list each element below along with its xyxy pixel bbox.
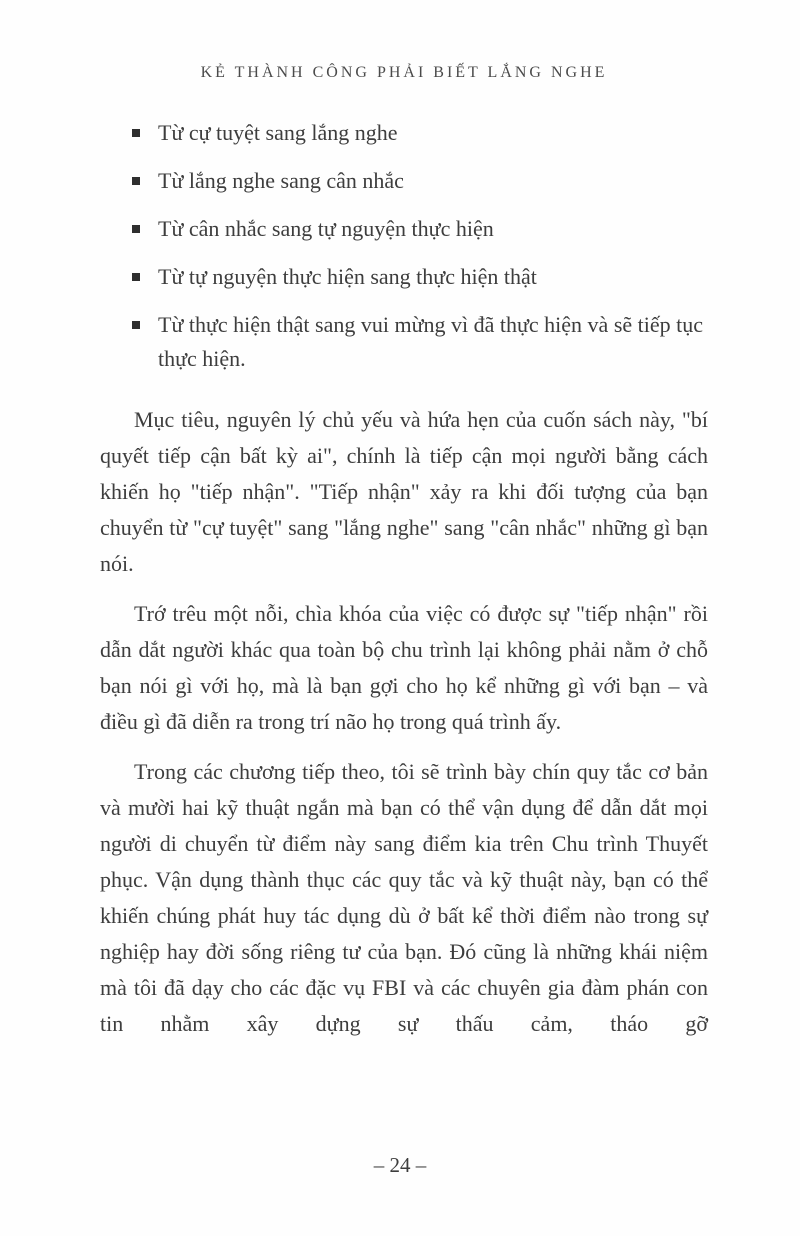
square-bullet-icon	[132, 177, 140, 185]
square-bullet-icon	[132, 273, 140, 281]
square-bullet-icon	[132, 129, 140, 137]
bullet-list	[100, 116, 708, 376]
bullet-text: Từ thực hiện thật sang vui mừng vì đã thực hiện và sẽ tiếp tục thực hiện.	[158, 312, 704, 371]
paragraph: Trong các chương tiếp theo, tôi sẽ trình bày chín quy tắc cơ bản và mười hai kỹ thuật ngắn mà bạn có thể vận dụng để dẫn dắt mọi người di chuyển từ điểm này sang điểm kia trên Chu trình Thuyết phục. Vận dụng thành thục các quy tắc và kỹ thuật này, bạn có thể khiến chúng phát huy tác dụng dù ở bất kể thời điểm nào trong sự nghiệp hay đời sống riêng tư của bạn. Đó cũng là những khái niệm mà tôi đã dạy cho các đặc vụ FBI và các chuyên gia đàm phán con tin nhằm xây dựng sự thấu cảm, tháo gỡ	[100, 759, 708, 1036]
page-number: – 24 –	[373, 1153, 427, 1177]
paragraph: Mục tiêu, nguyên lý chủ yếu và hứa hẹn của cuốn sách này, "bí quyết tiếp cận bất kỳ ai", chính là tiếp cận mọi người bằng cách khiến họ "tiếp nhận". "Tiếp nhận" xảy ra khi đối tượng của bạn chuyển từ "cự tuyệt" sang "lắng nghe" sang "cân nhắc" những gì bạn nói.	[100, 407, 708, 576]
square-bullet-icon	[132, 225, 140, 233]
paragraph: Trớ trêu một nỗi, chìa khóa của việc có được sự "tiếp nhận" rồi dẫn dắt người khác qua toàn bộ chu trình lại không phải nằm ở chỗ bạn nói gì với họ, mà là bạn gợi cho họ kể những gì với bạn – và điều gì đã diễn ra trong trí não họ trong quá trình ấy.	[100, 601, 708, 734]
bullet-item	[132, 308, 708, 376]
bullet-text: Từ cự tuyệt sang lắng nghe	[158, 120, 398, 145]
bullet-item	[132, 116, 708, 150]
bullet-text: Từ cân nhắc sang tự nguyện thực hiện	[158, 216, 494, 241]
bullet-text: Từ tự nguyện thực hiện sang thực hiện thật	[158, 264, 537, 289]
bullet-text: Từ lắng nghe sang cân nhắc	[158, 168, 404, 193]
running-header: KẺ THÀNH CÔNG PHẢI BIẾT LẮNG NGHE	[200, 64, 608, 81]
bullet-item	[132, 164, 708, 198]
bullet-item	[132, 260, 708, 294]
bullet-item	[132, 212, 708, 246]
square-bullet-icon	[132, 321, 140, 329]
